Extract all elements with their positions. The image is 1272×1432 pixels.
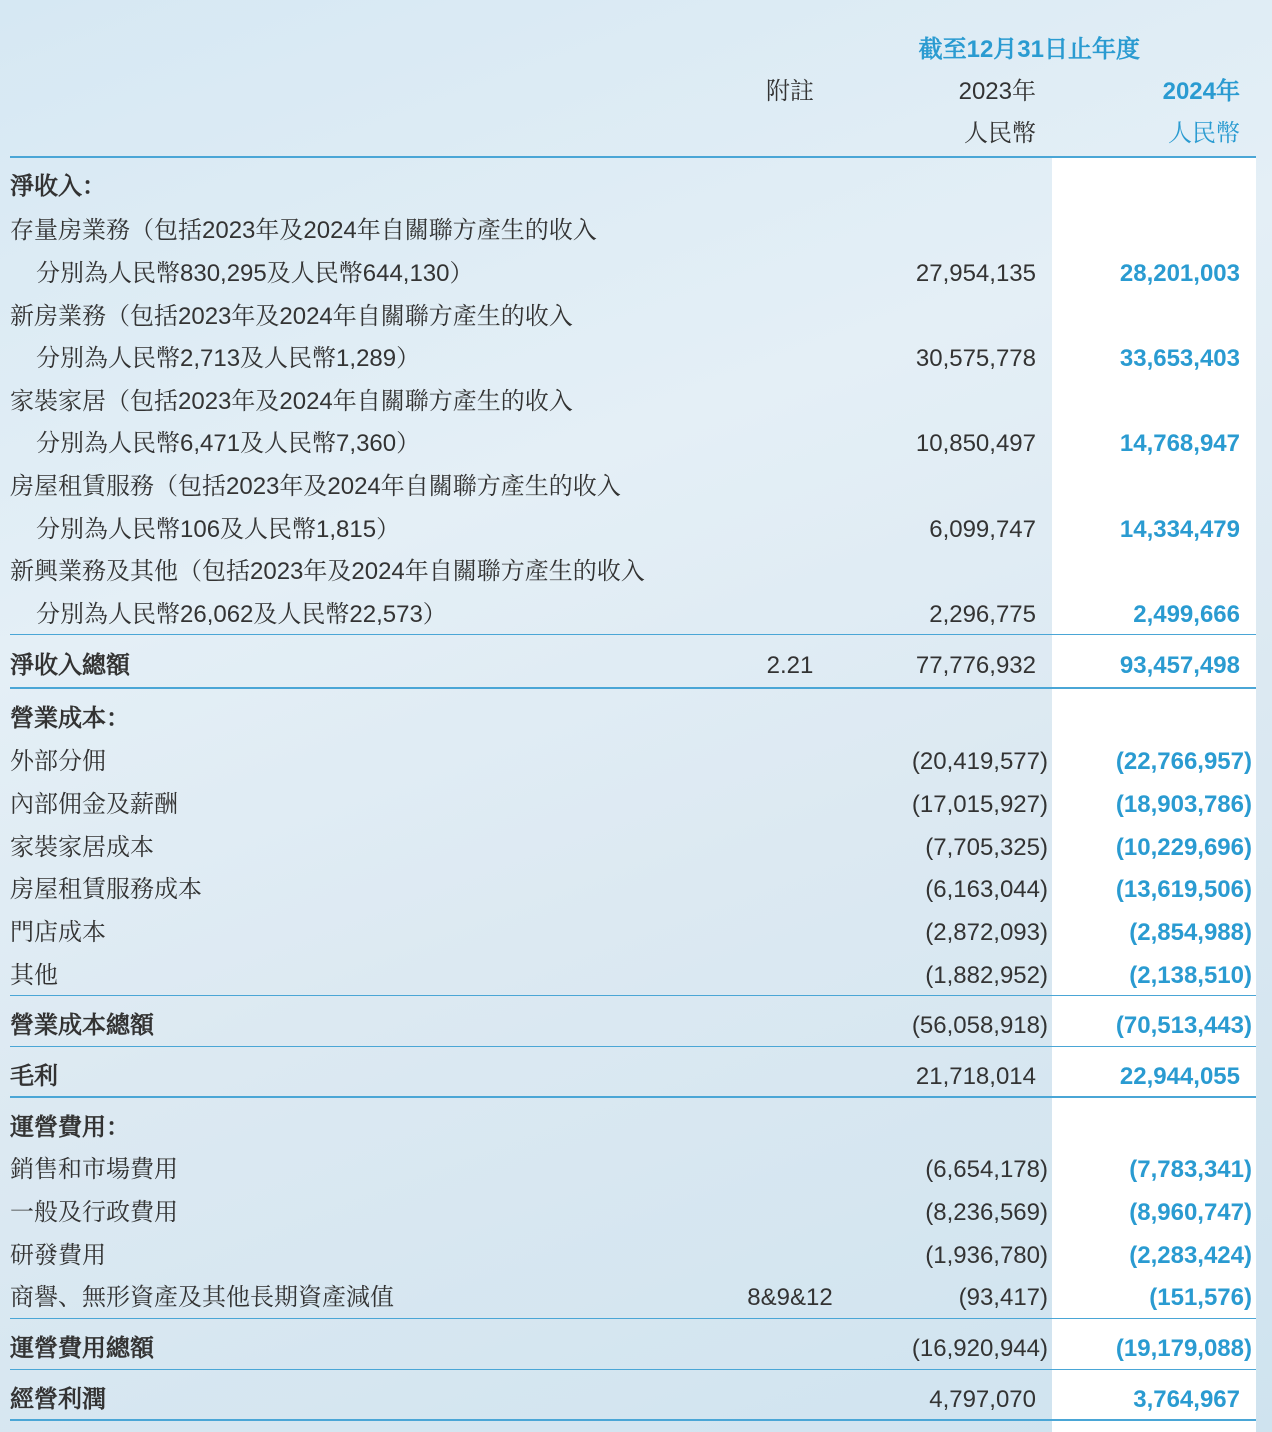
row-label: 內部佣金及薪酬: [10, 791, 178, 818]
table-row: [0, 955, 1272, 997]
value-2024: (18,903,786): [1115, 791, 1252, 818]
total-row: [0, 1328, 1272, 1370]
table-row: [0, 698, 1272, 740]
value-2024: (13,619,506): [1115, 876, 1252, 903]
row-label: 分別為人民幣830,295及人民幣644,130）: [36, 260, 474, 287]
value-2024: 28,201,003: [1119, 260, 1240, 287]
table-row: [0, 1107, 1272, 1149]
table-row: [0, 784, 1272, 826]
value-2024: (2,138,510): [1129, 962, 1252, 989]
value-2023: (1,882,952): [925, 962, 1048, 989]
table-row: [0, 338, 1272, 380]
row-divider: [10, 1318, 1256, 1319]
year-2023-header: 2023年: [958, 78, 1036, 105]
row-label: 研發費用: [10, 1242, 106, 1269]
section-heading: 運營費用：: [10, 1114, 130, 1141]
row-label: 房屋租賃服務（包括2023年及2024年自關聯方產生的收入: [10, 473, 621, 500]
table-row: [0, 296, 1272, 338]
value-2023: 4,797,070: [929, 1386, 1036, 1413]
row-label: 房屋租賃服務成本: [10, 876, 202, 903]
table-row: [0, 381, 1272, 423]
value-2024: 3,764,967: [1133, 1386, 1240, 1413]
value-2024: (7,783,341): [1129, 1156, 1252, 1183]
table-row: [0, 166, 1272, 208]
row-label: 分別為人民幣26,062及人民幣22,573）: [36, 601, 447, 628]
value-2023: (16,920,944): [911, 1335, 1048, 1362]
table-row: [0, 1235, 1272, 1277]
table-row: [0, 509, 1272, 551]
row-label: 淨收入總額: [10, 652, 130, 679]
row-label: 門店成本: [10, 919, 106, 946]
value-2023: 21,718,014: [915, 1063, 1036, 1090]
value-2024: 93,457,498: [1119, 652, 1240, 679]
value-2023: 77,776,932: [915, 652, 1036, 679]
year-2024-header: 2024年: [1162, 78, 1240, 105]
section-heading: 營業成本：: [10, 705, 130, 732]
value-2023: 10,850,497: [915, 430, 1036, 457]
value-2023: (2,872,093): [925, 919, 1048, 946]
table-row: [0, 466, 1272, 508]
table-row: [0, 1149, 1272, 1191]
table-row: [0, 1277, 1272, 1319]
note-ref: 2.21: [766, 652, 814, 679]
value-2024: (2,854,988): [1129, 919, 1252, 946]
row-label: 分別為人民幣6,471及人民幣7,360）: [36, 430, 421, 457]
total-row: [0, 1005, 1272, 1047]
table-row: [0, 912, 1272, 954]
value-2024: 14,334,479: [1119, 516, 1240, 543]
table-row: [0, 423, 1272, 465]
row-label: 運營費用總額: [10, 1335, 154, 1362]
value-2023: 6,099,747: [929, 516, 1036, 543]
value-2023: (6,654,178): [925, 1156, 1048, 1183]
row-label: 銷售和市場費用: [10, 1156, 178, 1183]
value-2023: (8,236,569): [925, 1199, 1048, 1226]
value-2023: (20,419,577): [911, 748, 1048, 775]
row-divider: [10, 634, 1256, 635]
period-heading: 截至12月31日止年度: [918, 36, 1140, 63]
row-divider: [10, 995, 1256, 996]
row-label: 分別為人民幣2,713及人民幣1,289）: [36, 345, 421, 372]
value-2024: (8,960,747): [1129, 1199, 1252, 1226]
row-label: 家裝家居（包括2023年及2024年自關聯方產生的收入: [10, 388, 573, 415]
value-2024: (151,576): [1149, 1284, 1252, 1311]
row-label: 其他: [10, 962, 58, 989]
row-label: 毛利: [10, 1063, 58, 1090]
row-label: 營業成本總額: [10, 1012, 154, 1039]
row-label: 經營利潤: [10, 1386, 106, 1413]
value-2024: 33,653,403: [1119, 345, 1240, 372]
table-row: [0, 253, 1272, 295]
table-row: [0, 869, 1272, 911]
value-2024: (70,513,443): [1115, 1012, 1252, 1039]
table-row: [0, 551, 1272, 593]
row-label: 一般及行政費用: [10, 1199, 178, 1226]
value-2023: (7,705,325): [925, 834, 1048, 861]
value-2024: (2,283,424): [1129, 1242, 1252, 1269]
row-label: 商譽、無形資產及其他長期資產減值: [10, 1284, 394, 1311]
value-2023: (93,417): [958, 1284, 1048, 1311]
table-row: [0, 741, 1272, 783]
row-label: 家裝家居成本: [10, 834, 154, 861]
value-2024: (19,179,088): [1115, 1335, 1252, 1362]
row-label: 存量房業務（包括2023年及2024年自關聯方產生的收入: [10, 217, 597, 244]
currency-2024-header: 人民幣: [1168, 120, 1240, 147]
total-row: [0, 1056, 1272, 1098]
note-ref: 8&9&12: [747, 1284, 833, 1311]
row-label: 外部分佣: [10, 748, 106, 775]
section-heading: 淨收入：: [10, 173, 106, 200]
value-2024: 2,499,666: [1133, 601, 1240, 628]
header-divider: [10, 156, 1256, 158]
row-label: 新興業務及其他（包括2023年及2024年自關聯方產生的收入: [10, 558, 645, 585]
value-2023: (6,163,044): [925, 876, 1048, 903]
note-column-header: 附註: [766, 78, 814, 105]
value-2023: (56,058,918): [911, 1012, 1048, 1039]
value-2024: 14,768,947: [1119, 430, 1240, 457]
table-row: [0, 594, 1272, 636]
value-2024: 22,944,055: [1119, 1063, 1240, 1090]
table-row: [0, 210, 1272, 252]
row-label: 分別為人民幣106及人民幣1,815）: [36, 516, 401, 543]
value-2024: (10,229,696): [1115, 834, 1252, 861]
row-divider: [10, 1369, 1256, 1370]
row-divider: [10, 687, 1256, 689]
value-2023: 2,296,775: [929, 601, 1036, 628]
value-2024: (22,766,957): [1115, 748, 1252, 775]
total-row: [0, 1379, 1272, 1421]
value-2023: (17,015,927): [911, 791, 1048, 818]
table-row: [0, 827, 1272, 869]
value-2023: 30,575,778: [915, 345, 1036, 372]
value-2023: 27,954,135: [915, 260, 1036, 287]
row-divider: [10, 1096, 1256, 1098]
row-label: 新房業務（包括2023年及2024年自關聯方產生的收入: [10, 303, 573, 330]
table-bottom-rule: [10, 1419, 1256, 1421]
total-row: [0, 645, 1272, 687]
table-row: [0, 1192, 1272, 1234]
currency-2023-header: 人民幣: [964, 120, 1036, 147]
value-2023: (1,936,780): [925, 1242, 1048, 1269]
row-divider: [10, 1046, 1256, 1047]
table-header: [0, 0, 1272, 158]
